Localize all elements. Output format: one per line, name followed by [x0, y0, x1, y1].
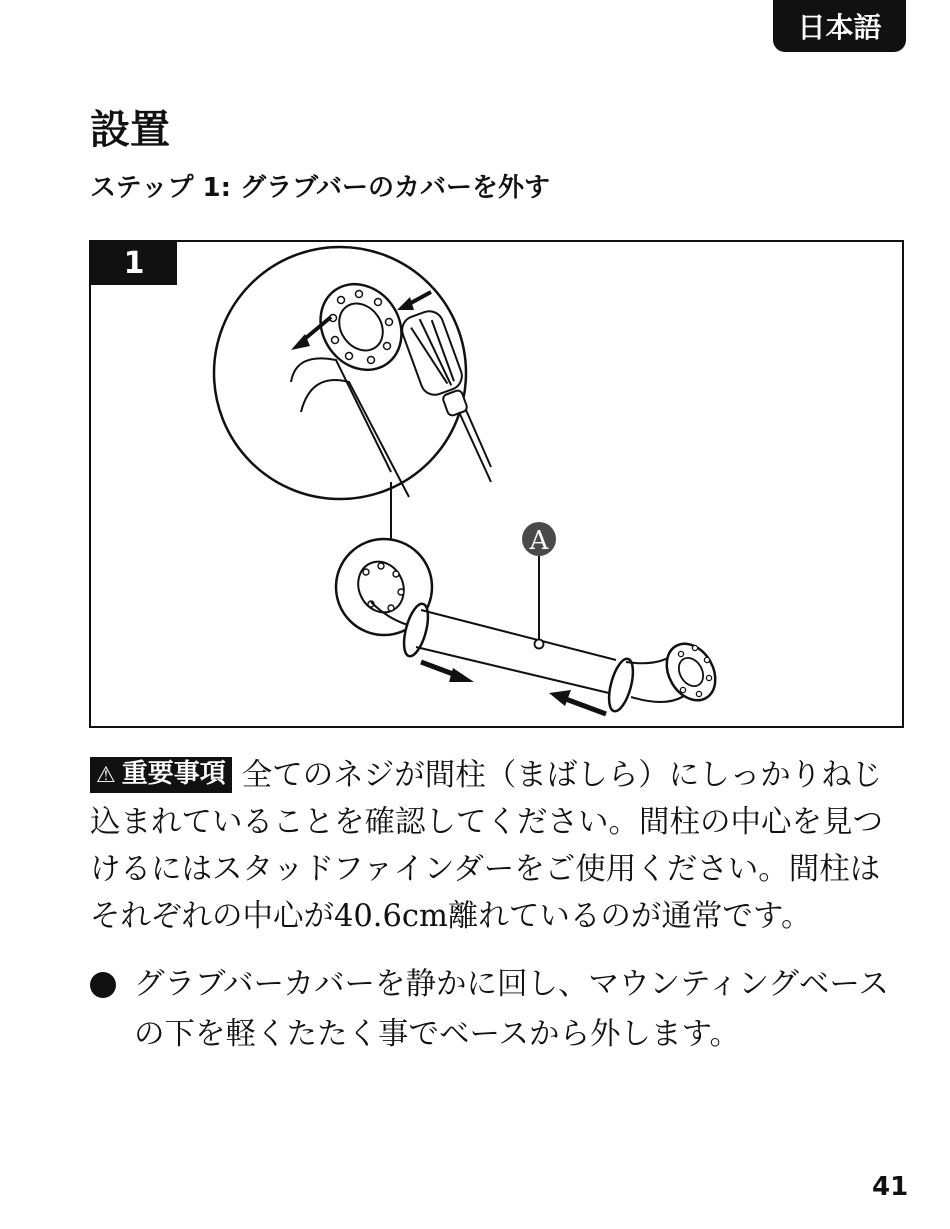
page-number: 41	[872, 1172, 909, 1202]
bullet-text: グラブバーカバーを静かに回し、マウンティングベースの下を軽くたたく事でベースから外します。	[134, 967, 889, 1052]
bullet-dot-icon	[90, 972, 116, 998]
important-note	[90, 752, 910, 940]
instruction-bullet	[90, 960, 910, 1060]
language-tab-label: 日本語	[797, 11, 882, 44]
slide-right-ring-arrow-icon	[549, 690, 606, 714]
section-title: 設置	[90, 107, 170, 153]
important-label: 重要事項	[121, 759, 226, 789]
grab-bar-illustration	[91, 242, 902, 726]
slide-left-ring-arrow-icon	[421, 662, 474, 682]
important-text: 全てのネジが間柱（まばしら）にしっかりねじ込まれていることを確認してください。間柱の中心を見つけるにはスタッドファインダーをご使用ください。間柱はそれぞれの中心が40.6cm離れているのが通常です。	[90, 758, 883, 934]
language-tab	[773, 0, 906, 52]
step-illustration	[89, 240, 904, 728]
important-label-badge	[90, 757, 232, 793]
step-title: ステップ 1: グラブバーのカバーを外す	[90, 173, 550, 203]
callout-a-letter: A	[529, 526, 549, 556]
figure-number: 1	[123, 246, 145, 281]
cover-ring-right	[604, 656, 637, 713]
figure-number-badge	[91, 242, 177, 285]
warning-triangle-icon: ⚠	[96, 763, 116, 788]
